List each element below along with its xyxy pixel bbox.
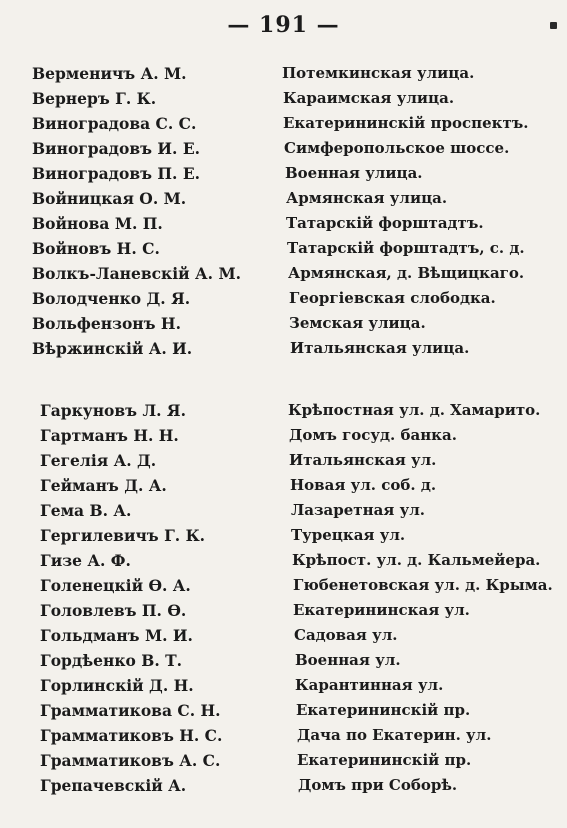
resident-name: Гема В. А. <box>40 501 132 520</box>
resident-name: Вернеръ Г. К. <box>32 89 157 108</box>
resident-address: Гюбенетовская ул. д. Крыма. <box>293 576 553 594</box>
resident-name: Виноградова С. С. <box>32 114 197 133</box>
resident-name: Волкъ-Ланевскій А. М. <box>32 264 241 283</box>
resident-address: Турецкая ул. <box>291 526 406 544</box>
resident-name: Грепачевскій А. <box>40 776 187 795</box>
directory-entry <box>0 473 567 498</box>
resident-address: Крѣпост. ул. д. Кальмейера. <box>292 551 541 569</box>
corner-ink-mark <box>550 22 557 29</box>
resident-address: Итальянская улица. <box>290 339 470 357</box>
page-number: — 191 — <box>227 12 340 38</box>
resident-address: Екатерининская ул. <box>293 601 470 619</box>
directory-entry <box>0 548 567 573</box>
directory-entry <box>0 723 567 748</box>
directory-entry <box>0 423 567 448</box>
resident-address: Армянская улица. <box>286 189 448 207</box>
resident-name: Грамматиковъ А. С. <box>40 751 221 770</box>
resident-name: Голенецкій Ѳ. А. <box>40 576 191 595</box>
resident-address: Военная улица. <box>285 164 423 182</box>
resident-address: Татарскій форштадтъ, с. д. <box>287 239 525 257</box>
resident-name: Гейманъ Д. А. <box>40 476 167 495</box>
directory-entry <box>0 211 567 236</box>
directory-section-v <box>0 61 567 361</box>
resident-address: Новая ул. соб. д. <box>290 476 437 494</box>
resident-address: Потемкинская улица. <box>282 64 475 82</box>
resident-address: Домъ госуд. банка. <box>289 426 457 444</box>
resident-address: Итальянская ул. <box>289 451 437 469</box>
resident-address: Георгіевская слободка. <box>289 289 496 307</box>
resident-address: Татарскій форштадтъ. <box>286 214 484 232</box>
resident-name: Виноградовъ П. Е. <box>32 164 201 183</box>
directory-entry <box>0 336 567 361</box>
directory-entry <box>0 748 567 773</box>
resident-name: Верменичъ А. М. <box>32 64 187 83</box>
directory-entry <box>0 698 567 723</box>
resident-name: Гольдманъ М. И. <box>40 626 193 645</box>
resident-name: Гегелія А. Д. <box>40 451 157 470</box>
directory-entry <box>0 286 567 311</box>
resident-name: Гергилевичъ Г. К. <box>40 526 206 545</box>
resident-name: Грамматикова С. Н. <box>40 701 221 720</box>
resident-name: Войницкая О. М. <box>32 189 187 208</box>
resident-name: Гартманъ Н. Н. <box>40 426 179 445</box>
resident-address: Карантинная ул. <box>295 676 444 694</box>
resident-name: Володченко Д. Я. <box>32 289 191 308</box>
directory-entry <box>0 648 567 673</box>
resident-name: Войновъ Н. С. <box>32 239 160 258</box>
directory-entry <box>0 598 567 623</box>
resident-name: Грамматиковъ Н. С. <box>40 726 223 745</box>
resident-address: Екатерининскій проспектъ. <box>283 114 529 132</box>
resident-name: Войнова М. П. <box>32 214 163 233</box>
directory-entry <box>0 261 567 286</box>
directory-section-g <box>0 398 567 798</box>
resident-address: Земская улица. <box>289 314 426 332</box>
directory-entry <box>0 573 567 598</box>
resident-name: Вольфензонъ Н. <box>32 314 181 333</box>
directory-entry <box>0 161 567 186</box>
resident-address: Дача по Екатерин. ул. <box>297 726 492 744</box>
resident-address: Домъ при Соборѣ. <box>298 776 458 794</box>
directory-entry <box>0 61 567 86</box>
directory-entry <box>0 86 567 111</box>
directory-entry <box>0 773 567 798</box>
resident-address: Лазаретная ул. <box>291 501 426 519</box>
directory-entry <box>0 398 567 423</box>
resident-name: Головлевъ П. Ѳ. <box>40 601 187 620</box>
directory-entry <box>0 448 567 473</box>
resident-name: Гаркуновъ Л. Я. <box>40 401 187 420</box>
resident-name: Гизе А. Ф. <box>40 551 131 570</box>
resident-name: Гордѣенко В. Т. <box>40 651 183 670</box>
resident-name: Горлинскій Д. Н. <box>40 676 194 695</box>
directory-entry <box>0 623 567 648</box>
directory-entry <box>0 498 567 523</box>
directory-entry <box>0 311 567 336</box>
resident-address: Крѣпостная ул. д. Хамарито. <box>288 401 541 419</box>
resident-address: Караимская улица. <box>283 89 455 107</box>
resident-address: Екатерининскій пр. <box>297 751 472 769</box>
resident-address: Екатерининскій пр. <box>296 701 471 719</box>
directory-entry <box>0 236 567 261</box>
directory-entry <box>0 111 567 136</box>
resident-address: Садовая ул. <box>294 626 398 644</box>
resident-name: Виноградовъ И. Е. <box>32 139 201 158</box>
directory-entry <box>0 186 567 211</box>
directory-entry <box>0 673 567 698</box>
resident-address: Симферопольское шоссе. <box>284 139 510 157</box>
directory-entry <box>0 523 567 548</box>
directory-entry <box>0 136 567 161</box>
resident-address: Военная ул. <box>295 651 401 669</box>
resident-address: Армянская, д. Вѣщицкаго. <box>288 264 525 282</box>
resident-name: Вѣржинскій А. И. <box>32 339 193 358</box>
